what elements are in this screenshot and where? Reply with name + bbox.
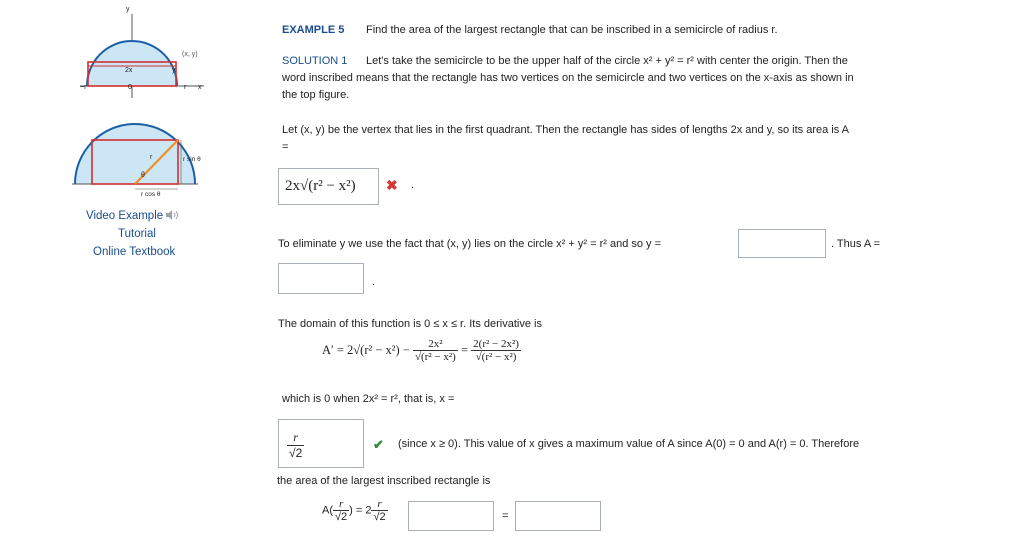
area-answer-value: 2x√(r² − x²) — [285, 178, 356, 194]
step1-text: Let (x, y) be the vertex that lies in the first quadrant. Then the rectangle has sides of lengths 2x and y, so its area is A — [282, 124, 850, 136]
a-answer-input[interactable] — [278, 263, 364, 294]
fig1-zero: 0 — [128, 84, 132, 91]
incorrect-icon: ✖ — [386, 177, 398, 193]
deriv-num-1: 2x² — [413, 338, 458, 351]
solution-line-3: the top figure. — [282, 89, 350, 101]
x-answer-frac — [287, 430, 304, 460]
derivative-frac-2 — [471, 338, 521, 363]
step2-thus: . Thus A = — [831, 238, 881, 250]
correct-check-icon: ✔ — [373, 437, 384, 452]
tutorial-link[interactable]: Tutorial — [118, 228, 156, 240]
speaker-icon — [166, 210, 180, 220]
video-example-link[interactable] — [86, 210, 180, 222]
area-answer-box[interactable] — [278, 168, 379, 205]
fig2-r-cos: r cos θ — [141, 191, 161, 198]
final-frac-2 — [371, 498, 387, 523]
fig2-r-sin: r sin θ — [183, 156, 201, 163]
step5-text: the area of the largest inscribed rectangle is — [277, 475, 491, 487]
y-answer-input[interactable] — [738, 229, 826, 258]
step1-dot: . — [411, 179, 415, 191]
fig1-y-label: y — [126, 6, 130, 13]
x-answer-box[interactable] — [278, 419, 364, 468]
deriv-den-2: √(r² − x²) — [475, 351, 517, 363]
final-num-2: r — [371, 498, 387, 511]
final-equals: = — [502, 510, 509, 522]
final-den-2: √2 — [373, 511, 386, 523]
final-area-expression — [322, 498, 388, 523]
step2-dot: . — [372, 276, 376, 288]
step4-text: which is 0 when 2x² = r², that is, x = — [282, 393, 455, 405]
final-frac-1 — [333, 498, 349, 523]
example-prompt: Find the area of the largest rectangle that can be inscribed in a semicircle of radius r. — [366, 24, 778, 36]
fig1-r: r — [184, 84, 187, 91]
deriv-den-1: √(r² − x²) — [415, 351, 456, 363]
fig1-neg-r: −r — [80, 84, 87, 91]
deriv-equals: = — [460, 343, 469, 357]
fig2-theta: θ — [141, 172, 145, 179]
step4-note: (since x ≥ 0). This value of x gives a maximum value of A since A(0) = 0 and A(r) = 0. Therefore — [398, 438, 860, 450]
online-textbook-link[interactable]: Online Textbook — [93, 246, 176, 258]
derivative-equation — [322, 338, 521, 363]
example-label: EXAMPLE 5 — [282, 24, 345, 36]
final-den-1: √2 — [335, 511, 348, 523]
solution-line-1: Let's take the semicircle to be the upper half of the circle x² + y² = r² with center the origin. Then the — [366, 55, 848, 67]
fig1-x: x — [198, 84, 202, 91]
derivative-frac-1 — [413, 338, 458, 363]
step3-text: The domain of this function is 0 ≤ x ≤ r. Its derivative is — [278, 318, 542, 330]
final-num-1: r — [333, 498, 349, 511]
final-a-close: ) = 2 — [349, 504, 372, 517]
final-answer-input-1[interactable] — [408, 501, 494, 531]
x-answer-num: r — [287, 430, 304, 446]
final-answer-input-2[interactable] — [515, 501, 601, 531]
final-a-open: A( — [322, 504, 333, 517]
fig2-r: r — [150, 154, 153, 161]
fig1-point-label: (x, y) — [182, 51, 198, 58]
fig1-y-small: y — [172, 67, 176, 74]
solution-label: SOLUTION 1 — [282, 55, 348, 67]
step2-text: To eliminate y we use the fact that (x, y) lies on the circle x² + y² = r² and so y = — [278, 238, 662, 250]
solution-line-2: word inscribed means that the rectangle has two vertices on the semicircle and two vertices on the x-axis as shown in — [282, 72, 854, 84]
fig1-two-x: 2x — [125, 67, 133, 74]
step1-equals: = — [282, 141, 289, 153]
deriv-num-2: 2(r² − 2x²) — [473, 338, 519, 350]
x-answer-den: √2 — [289, 446, 303, 460]
derivative-lhs: A′ = 2√(r² − x²) − — [322, 343, 410, 357]
video-example-label: Video Example — [86, 210, 164, 222]
